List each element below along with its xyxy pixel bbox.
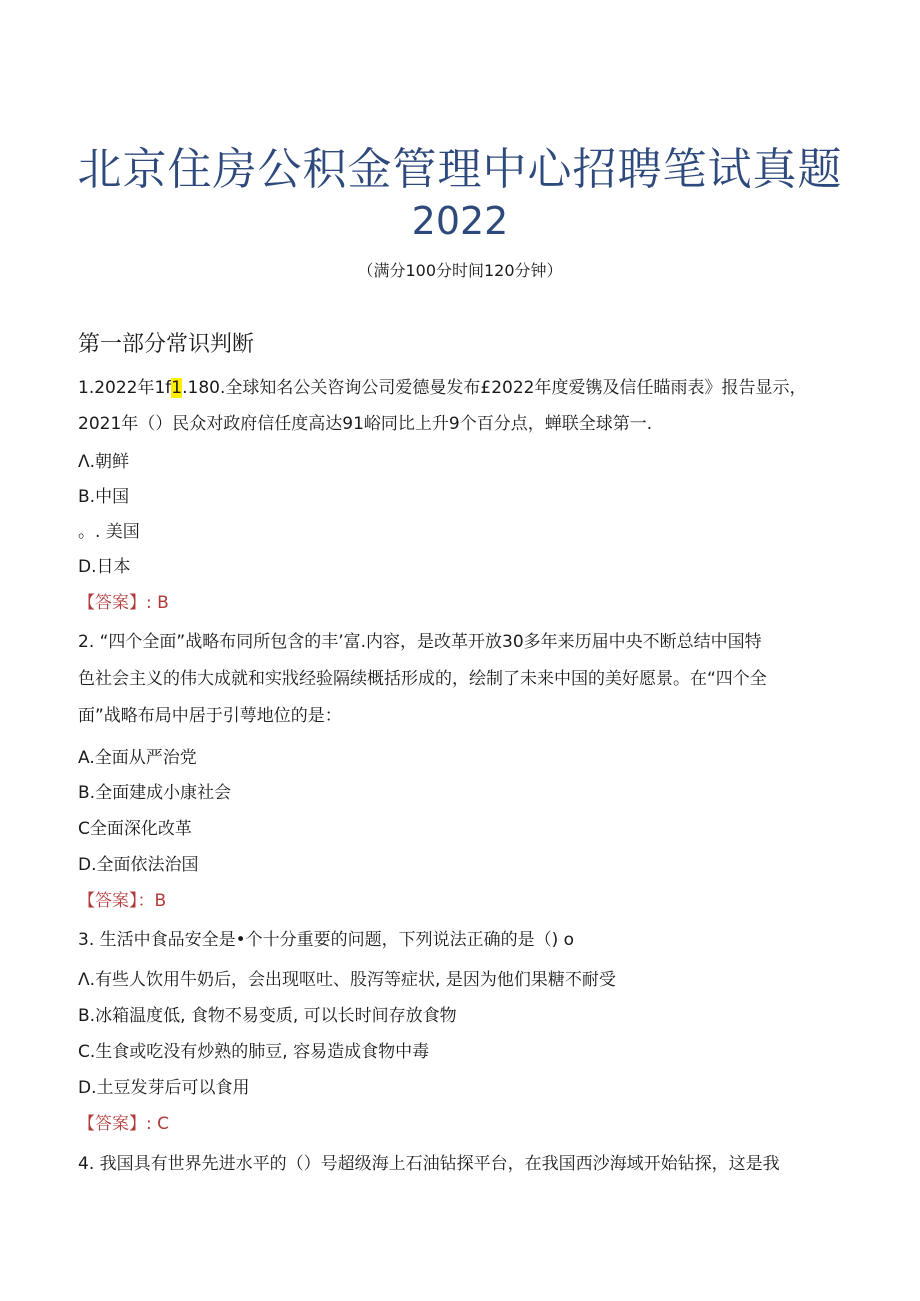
q1-highlight: 1: [171, 378, 183, 398]
section-heading: 第一部分常识判断: [78, 332, 255, 357]
q2-option-a: A.全面从严治党: [78, 748, 197, 768]
document-title-year: 2022: [411, 199, 509, 243]
q2-option-b: B.全面建成小康社会: [78, 783, 232, 803]
q1-text-b: .180.全球知名公关咨询公司爱德曼发布£2022年度爱镌及信任瞄雨表》报告显示，: [182, 378, 807, 398]
document-title: 北京住房公积金管理中心招聘笔试真题: [77, 144, 843, 195]
q1-text-a: 1.2022年1f: [78, 378, 172, 398]
q1-line2: 2021年（）民众对政府信任度高达91峪同比上升9个百分点，蝉联全球第一.: [78, 414, 653, 434]
q3-option-a: Λ.有些人饮用牛奶后，会出现呕吐、股泻等症状, 是因为他们果糖不耐受: [78, 970, 616, 990]
q4-line1: 4. 我国具有世界先进水平的（）号超级海上石油钻探平台，在我国西沙海域开始钻探，这是我: [78, 1154, 780, 1174]
q3-answer: 【答案】: C: [78, 1114, 170, 1134]
q2-option-c: C全面深化改革: [78, 819, 192, 839]
q2-answer: 【答案】：B: [78, 891, 167, 911]
q2-line2: 色社会主义的伟大成就和实戕经验隔续概括形成的，绘制了未来中国的美好愿景。在“四个全: [78, 669, 767, 689]
q1-option-a: Λ.朝鲜: [78, 452, 130, 472]
q2-option-d: D.全面依法治国: [78, 855, 199, 875]
q1-option-c: 。. 美国: [78, 522, 140, 542]
q1-answer: 【答案】: B: [78, 593, 169, 613]
q1-option-b: B.中国: [78, 487, 130, 507]
q3-option-b: B.冰箱温度低, 食物不易变质, 可以长时间存放食物: [78, 1006, 457, 1026]
q1-option-d: D.日本: [78, 557, 131, 577]
q1-line1: [78, 376, 858, 400]
q2-line3: 面”战略布局中居于引萼地位的是：: [78, 706, 342, 726]
q3-option-d: D.土豆发芽后可以食用: [78, 1078, 250, 1098]
q2-line1: 2. “四个全面”战略布同所包含的丰’富.内容，是改革开放30多年来历届中央不断总结中国特: [78, 632, 762, 652]
q3-option-c: C.生食或吃没有炒熟的肺豆, 容易造成食物中毒: [78, 1042, 430, 1062]
exam-info: （满分100分时间120分钟）: [357, 261, 563, 280]
q3-line1: 3. 生活中食品安全是•个十分重要的问题，下列说法正确的是（) o: [78, 930, 575, 950]
